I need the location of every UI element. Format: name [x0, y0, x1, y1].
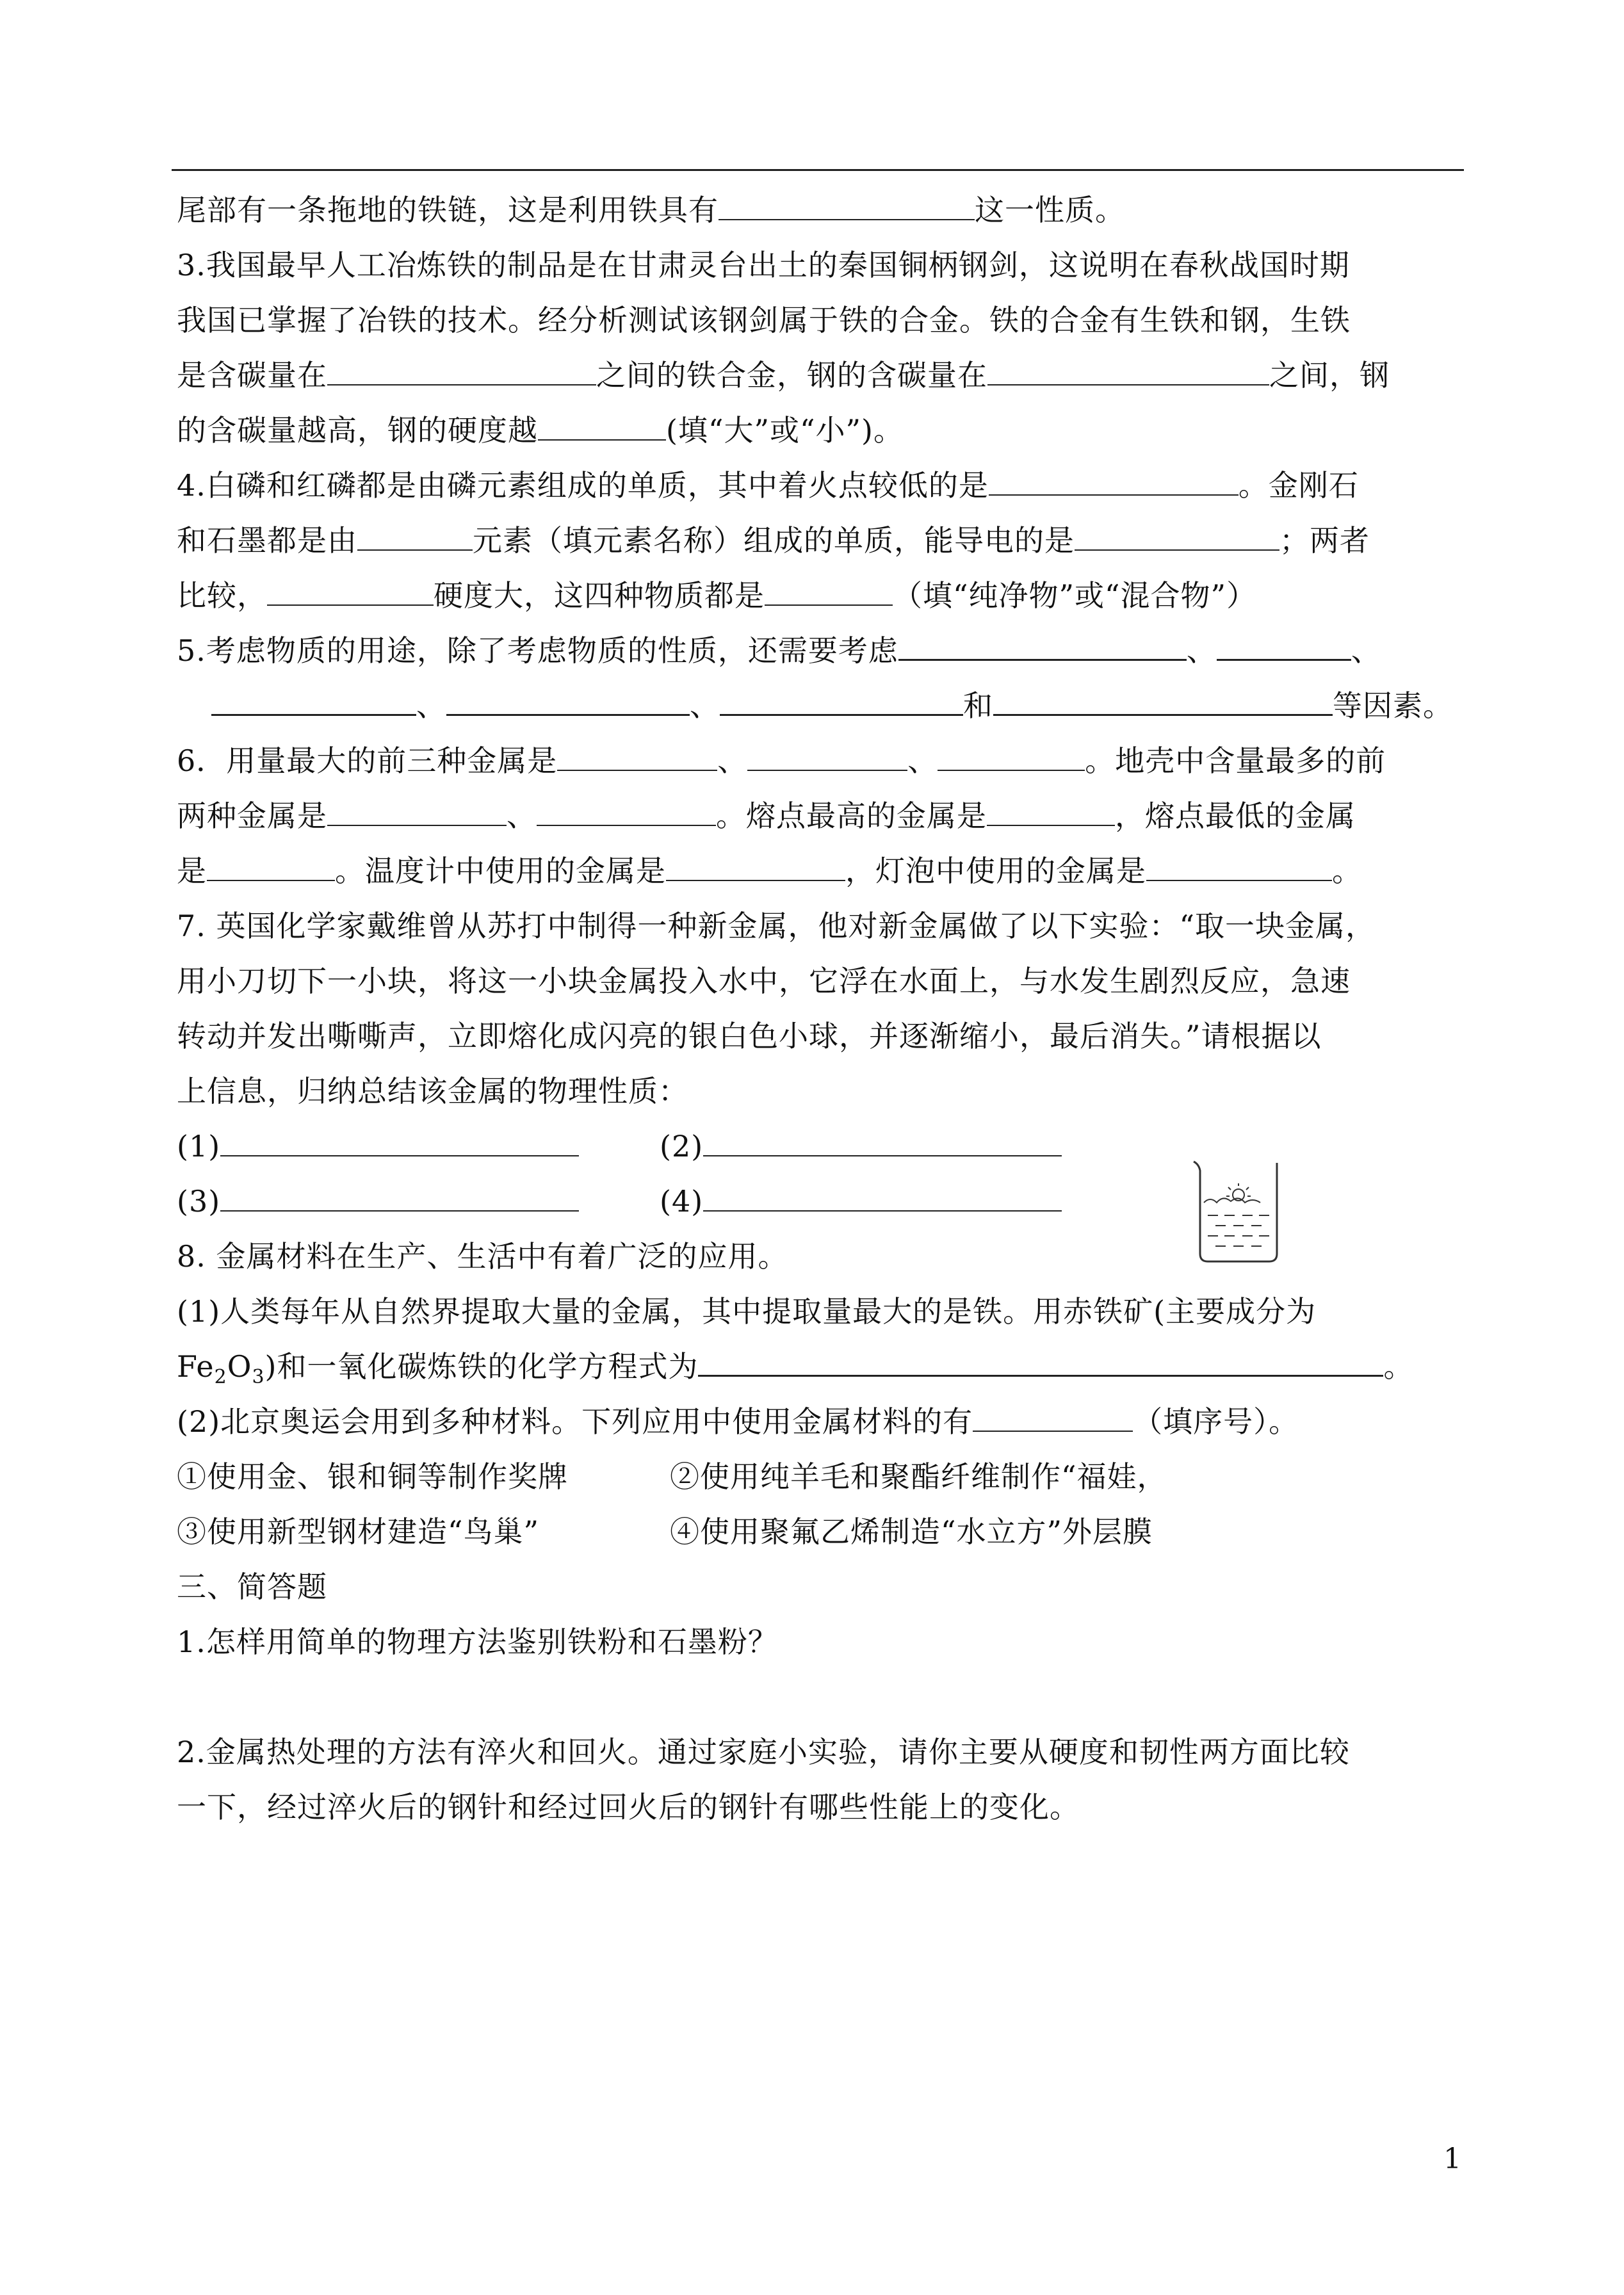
- option-1: [177, 1457, 568, 1496]
- text: 2.金属热处理的方法有淬火和回火。通过家庭小实验，请你主要从硬度和韧性两方面比较: [177, 1735, 1350, 1769]
- text: 尾部有一条拖地的铁链，这是利用铁具有: [177, 193, 719, 227]
- text: 3.我国最早人工冶炼铁的制品是在甘肃灵台出土的秦国铜柄钢剑，这说明在春秋战国时期: [177, 248, 1350, 282]
- text: 、: [690, 688, 720, 723]
- property-3: [177, 1182, 579, 1220]
- blank[interactable]: [537, 799, 716, 826]
- text: (2): [660, 1129, 704, 1164]
- text: 我国已掌握了冶铁的技术。经分析测试该钢剑属于铁的合金。铁的合金有生铁和钢，生铁: [177, 303, 1351, 337]
- text: 是: [177, 854, 207, 888]
- text: ④使用聚氟乙烯制造“水立方”外层膜: [670, 1514, 1153, 1549]
- text: 。: [1332, 854, 1362, 888]
- text: 、: [1351, 633, 1381, 668]
- text: 之间的铁合金，钢的含碳量在: [596, 358, 987, 393]
- text: ③使用新型钢材建造“鸟巢”: [177, 1514, 540, 1549]
- text: 4.白磷和红磷都是由磷元素组成的单质，其中着火点较低的是: [177, 468, 989, 503]
- text-line: [177, 521, 1370, 560]
- blank[interactable]: [207, 854, 335, 881]
- blank[interactable]: [703, 1185, 1062, 1212]
- blank[interactable]: [267, 579, 434, 606]
- text: 两种金属是: [177, 799, 327, 833]
- blank[interactable]: [938, 744, 1085, 771]
- blank[interactable]: [446, 688, 690, 716]
- text: 的含碳量越高，钢的硬度越: [177, 413, 538, 448]
- blank[interactable]: [898, 633, 1187, 661]
- text: 一下，经过淬火后的钢针和经过回火后的钢针有哪些性能上的变化。: [177, 1790, 1080, 1824]
- text: 。金刚石: [1238, 468, 1359, 503]
- text: (填“大”或“小”)。: [666, 413, 904, 448]
- text-line: [177, 1292, 1316, 1331]
- option-2: [670, 1457, 1167, 1496]
- text: 、: [717, 743, 748, 778]
- blank[interactable]: [1217, 633, 1351, 661]
- text: ；两者: [1279, 523, 1370, 558]
- text-line: [177, 742, 1386, 780]
- text: 。温度计中使用的金属是: [335, 854, 666, 888]
- text: （填序号）。: [1133, 1404, 1299, 1439]
- question-1: [177, 1623, 778, 1661]
- text-line: [177, 631, 1381, 670]
- text: 和: [963, 688, 993, 723]
- blank[interactable]: [327, 359, 596, 385]
- blank[interactable]: [538, 414, 666, 441]
- section-heading: [177, 1568, 327, 1606]
- subscript: 2: [214, 1366, 227, 1389]
- property-4: [660, 1182, 1062, 1220]
- text: 、: [1186, 633, 1217, 668]
- blank[interactable]: [557, 744, 717, 771]
- text-line: [177, 1402, 1299, 1441]
- page-number: 1: [1443, 2143, 1461, 2175]
- blank[interactable]: [357, 524, 473, 551]
- text-line: [177, 797, 1356, 835]
- text: 用小刀切下一小块，将这一小块金属投入水中，它浮在水面上，与水发生剧烈反应，急速: [177, 964, 1351, 998]
- blank[interactable]: [211, 688, 416, 716]
- text-line: [177, 191, 1125, 229]
- blank[interactable]: [666, 854, 845, 881]
- text: 6．用量最大的前三种金属是: [177, 743, 558, 778]
- formula-o: O: [227, 1349, 252, 1384]
- text: ，灯泡中使用的金属是: [845, 854, 1146, 888]
- text: 和石墨都是由: [177, 523, 357, 558]
- blank[interactable]: [993, 688, 1333, 716]
- text: 、: [507, 799, 537, 833]
- text: 三、简答题: [177, 1569, 327, 1604]
- text-line: [177, 576, 1256, 615]
- blank[interactable]: [1146, 854, 1332, 881]
- text: 上信息，归纳总结该金属的物理性质：: [177, 1074, 688, 1108]
- text: （填“纯净物”或“混合物”）: [893, 578, 1257, 613]
- text: 转动并发出嘶嘶声，立即熔化成闪亮的银白色小球，并逐渐缩小，最后消失。”请根据以: [177, 1019, 1322, 1053]
- text: (1): [177, 1129, 221, 1164]
- text: 、: [416, 688, 446, 723]
- text: 、: [907, 743, 938, 778]
- text: 硬度大，这四种物质都是: [434, 578, 765, 613]
- text: 5.考虑物质的用途，除了考虑物质的性质，还需要考虑: [177, 633, 898, 668]
- beaker-illustration: [1190, 1158, 1286, 1267]
- text-line: [177, 962, 1351, 1000]
- formula-fe: Fe: [177, 1349, 215, 1384]
- blank[interactable]: [220, 1185, 579, 1212]
- text: 是含碳量在: [177, 358, 327, 393]
- text: ①使用金、银和铜等制作奖牌: [177, 1459, 568, 1494]
- text: 之间，钢: [1269, 358, 1390, 393]
- blank[interactable]: [989, 469, 1238, 496]
- blank[interactable]: [747, 744, 907, 771]
- text-line: [177, 1072, 688, 1110]
- text-line: [177, 1237, 788, 1276]
- text: 8. 金属材料在生产、生活中有着广泛的应用。: [177, 1239, 788, 1274]
- option-3: [177, 1512, 539, 1551]
- text-line: [211, 686, 1453, 725]
- text: )和一氧化碳炼铁的化学方程式为: [264, 1349, 699, 1384]
- property-2: [660, 1127, 1062, 1165]
- text: 比较，: [177, 578, 267, 613]
- text: 1.怎样用简单的物理方法鉴别铁粉和石墨粉？: [177, 1625, 778, 1659]
- text: (2)北京奥运会用到多种材料。下列应用中使用金属材料的有: [177, 1404, 973, 1439]
- text: 。熔点最高的金属是: [716, 799, 987, 833]
- text: ，熔点最低的金属: [1115, 799, 1356, 833]
- question-2-cont: [177, 1788, 1080, 1826]
- text-line: [177, 356, 1390, 394]
- header-rule: [172, 169, 1464, 171]
- blank[interactable]: [1075, 524, 1279, 551]
- text-line: [177, 301, 1351, 339]
- text: (1)人类每年从自然界提取大量的金属，其中提取量最大的是铁。用赤铁矿(主要成分为: [177, 1294, 1317, 1329]
- text: 这一性质。: [975, 193, 1125, 227]
- blank[interactable]: [698, 1349, 1383, 1377]
- text: 等因素。: [1333, 688, 1453, 723]
- blank[interactable]: [973, 1405, 1133, 1432]
- text: (4): [660, 1184, 704, 1219]
- text: 。: [1383, 1349, 1414, 1384]
- text: 。地壳中含量最多的前: [1085, 743, 1386, 778]
- blank[interactable]: [987, 799, 1115, 826]
- subscript: 3: [252, 1366, 265, 1389]
- option-4: [670, 1512, 1153, 1551]
- text-line: [177, 852, 1362, 890]
- text: 7. 英国化学家戴维曾从苏打中制得一种新金属，他对新金属做了以下实验：“取一块金属，: [177, 909, 1376, 943]
- blank[interactable]: [220, 1130, 579, 1156]
- text-line: [177, 466, 1359, 505]
- text: 元素（填元素名称）组成的单质，能导电的是: [473, 523, 1075, 558]
- text-line: [177, 1347, 1413, 1397]
- property-1: [177, 1127, 579, 1165]
- text-line: [177, 907, 1376, 945]
- text-line: [177, 411, 904, 450]
- text-line: [177, 246, 1350, 284]
- text-line: [177, 1017, 1322, 1055]
- blank[interactable]: [720, 688, 963, 716]
- blank[interactable]: [987, 359, 1269, 385]
- blank[interactable]: [703, 1130, 1062, 1156]
- text: (3): [177, 1184, 221, 1219]
- blank[interactable]: [327, 799, 507, 826]
- text: ②使用纯羊毛和聚酯纤维制作“福娃，: [670, 1459, 1167, 1494]
- blank[interactable]: [765, 579, 893, 606]
- question-2: [177, 1733, 1350, 1771]
- blank[interactable]: [719, 193, 975, 220]
